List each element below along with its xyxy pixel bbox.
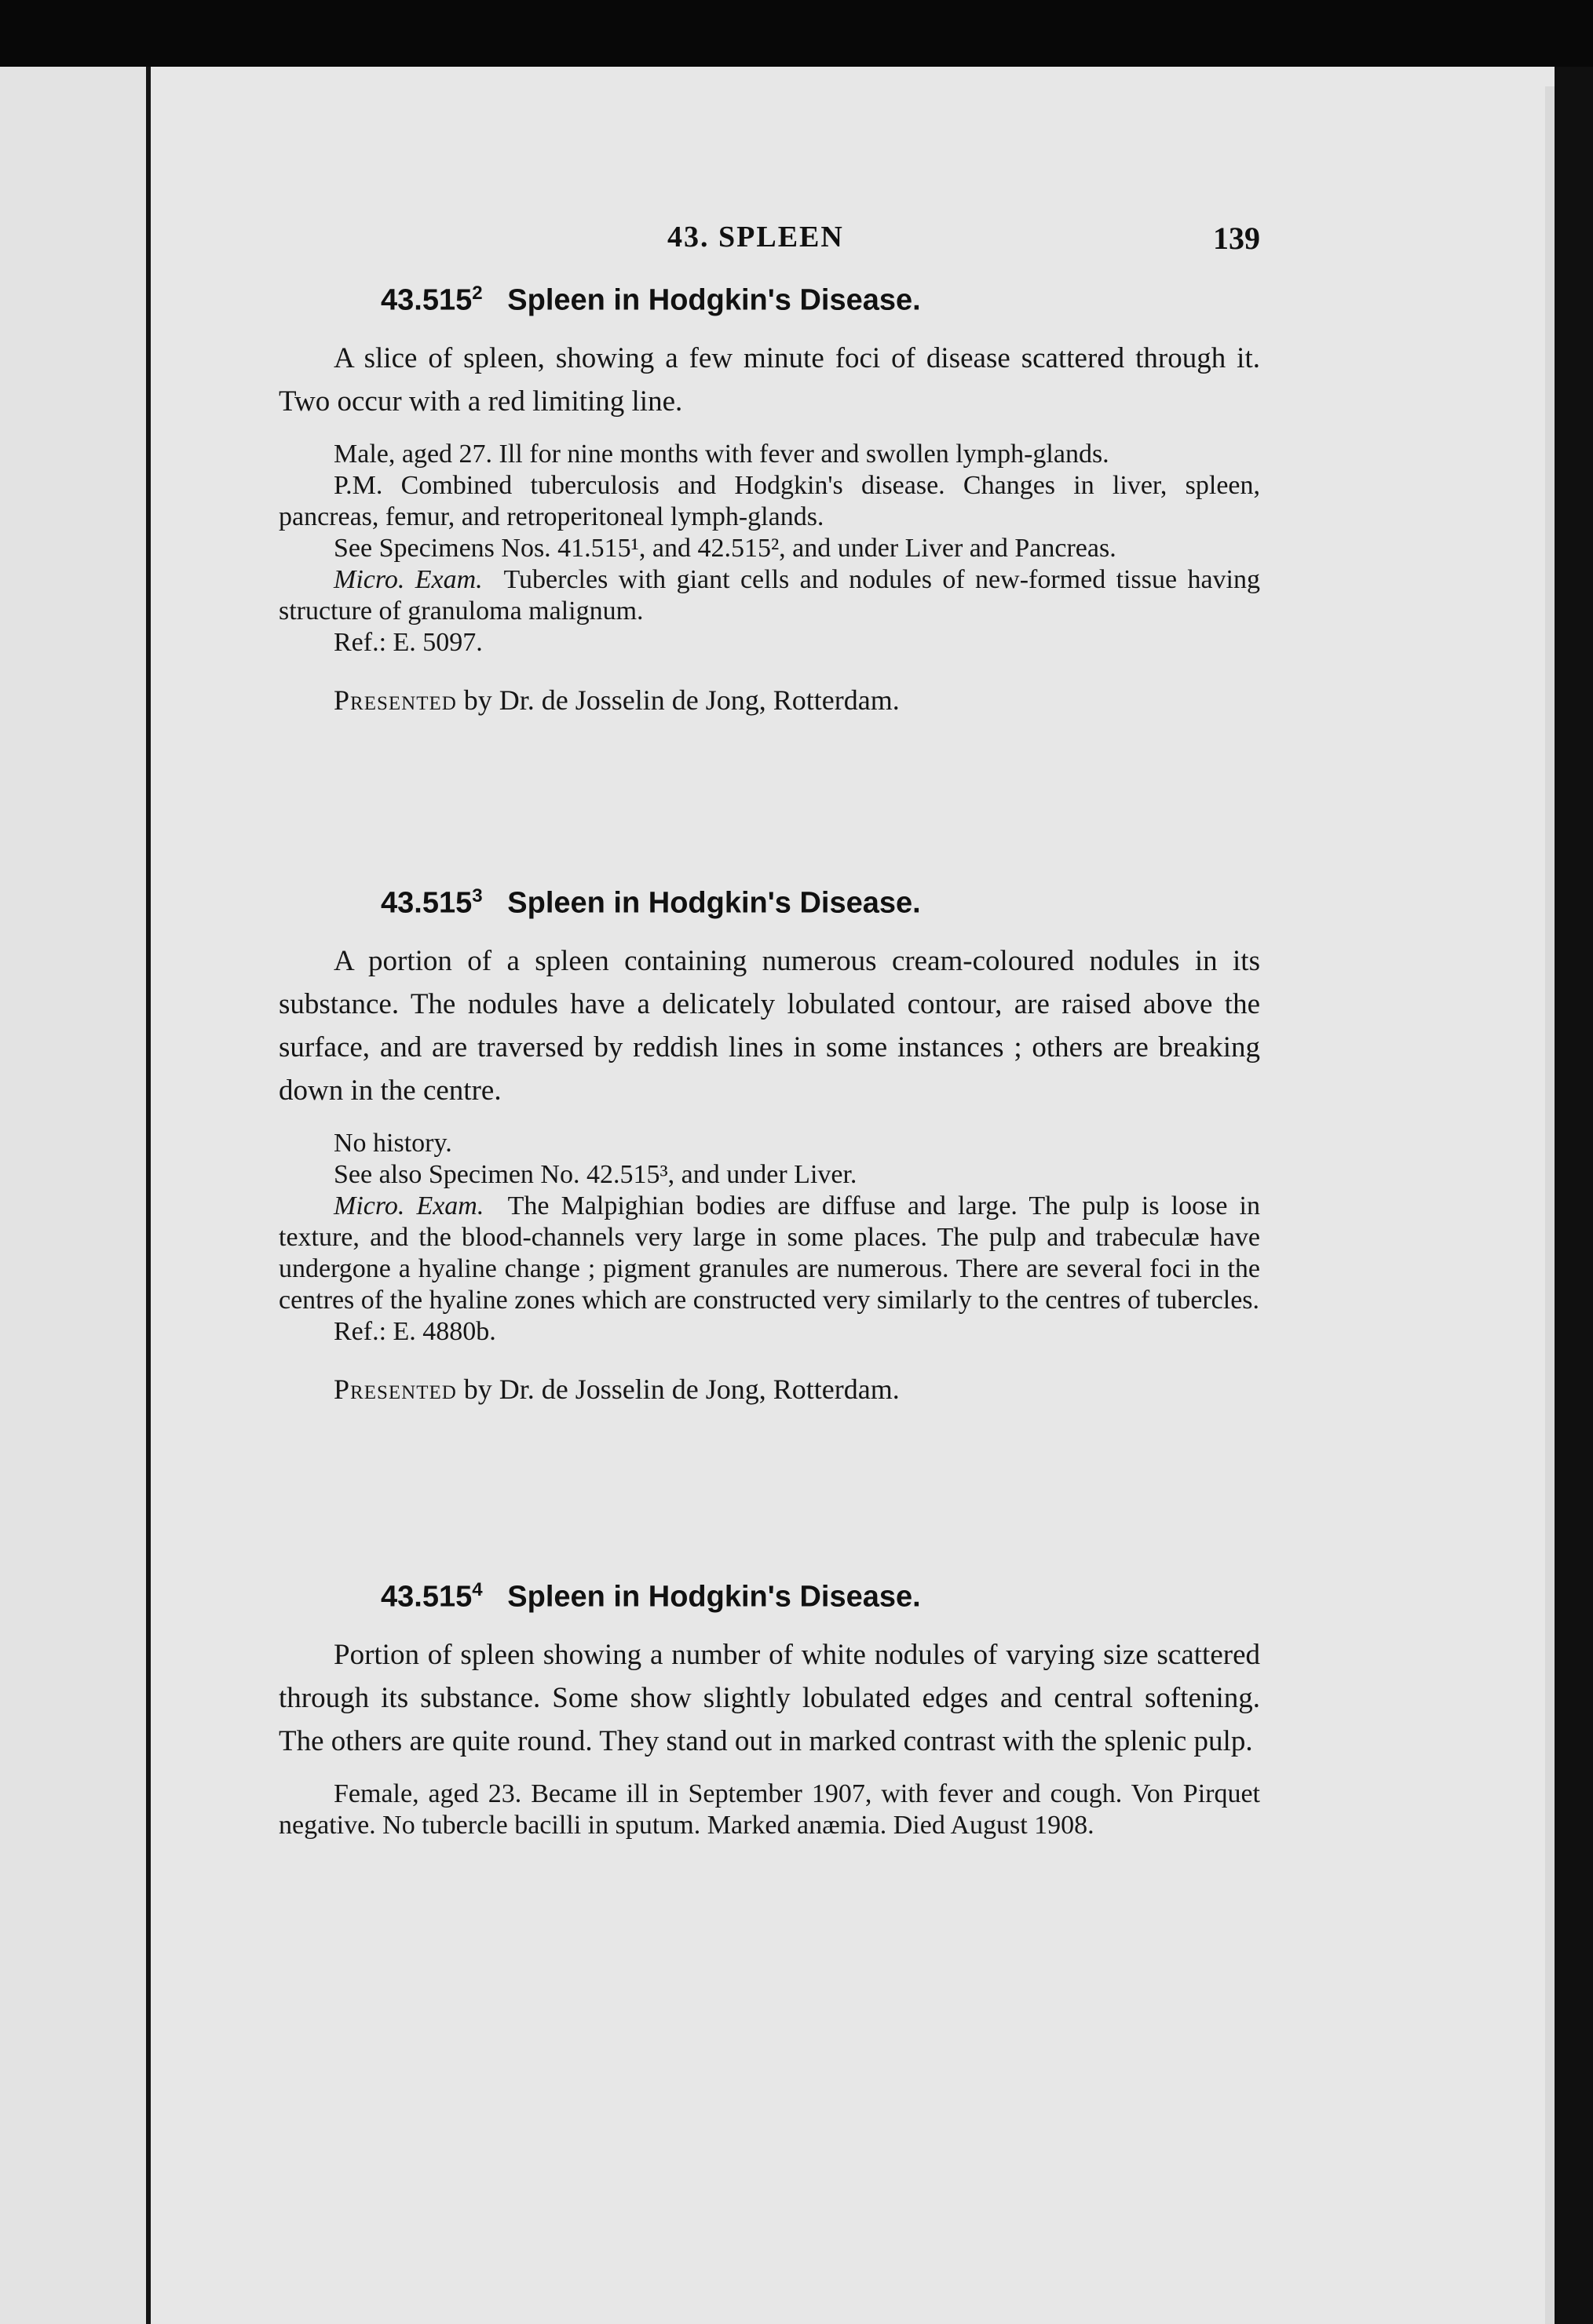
micro-exam-label: Micro. Exam.: [334, 564, 483, 594]
specimen-description: A portion of a spleen containing numerous cream-coloured nodules in its substance. The nodules have a delicately lobulated contour, are raised above the surface, and are traversed by reddish lines in some instances ; others are breaking down in the centre.: [279, 944, 1260, 1107]
specimen-superscript: 3: [472, 885, 483, 907]
specimen-title: Spleen in Hodgkin's Disease.: [507, 886, 921, 920]
running-head: 43. SPLEEN: [667, 221, 844, 254]
clinical-note: P.M. Combined tuberculosis and Hodgkin's disease. Changes in liver, spleen, pancreas, femur, and retroperitoneal lymph-glands.: [279, 470, 1260, 531]
clinical-note: Male, aged 27. Ill for nine months with fever and swollen lymph-glands.: [334, 439, 1109, 469]
presented-text: by Dr. de Josselin de Jong, Rotterdam.: [463, 1373, 900, 1405]
presented-line: [279, 1371, 1260, 1407]
binding-rule: [146, 67, 151, 2324]
entry-title: [279, 1579, 1260, 1614]
specimen-entry: [279, 885, 1260, 1407]
specimen-title: Spleen in Hodgkin's Disease.: [507, 1580, 921, 1614]
clinical-note: See Specimens Nos. 41.515¹, and 42.515², and under Liver and Pancreas.: [334, 533, 1116, 563]
entry-title: [279, 885, 1260, 921]
entry-title: [279, 283, 1260, 318]
page-edge-strip: [1545, 86, 1555, 2324]
clinical-note: Female, aged 23. Became ill in September 1907, with fever and cough. Von Pirquet negative. No tubercle bacilli in sputum. Marked anæmia. Died August 1908.: [279, 1779, 1260, 1840]
specimen-superscript: 4: [472, 1579, 483, 1600]
specimen-title: Spleen in Hodgkin's Disease.: [507, 283, 921, 317]
presented-label: Presented: [334, 1373, 457, 1405]
scan-top-border: [0, 0, 1593, 67]
presented-text: by Dr. de Josselin de Jong, Rotterdam.: [463, 684, 900, 716]
specimen-entry: [279, 1579, 1260, 1841]
presented-label: Presented: [334, 684, 457, 716]
specimen-superscript: 2: [472, 283, 483, 304]
reference: Ref.: E. 5097.: [334, 627, 483, 657]
micro-exam: [279, 564, 1260, 627]
micro-exam-text: Tubercles with giant cells and nodules of new-formed tissue having structure of granuloma malignum.: [279, 564, 1260, 626]
clinical-note: See also Specimen No. 42.515³, and under Liver.: [334, 1159, 857, 1189]
page-number: 139: [1213, 221, 1260, 256]
clinical-note: No history.: [334, 1128, 452, 1158]
specimen-entry: [279, 283, 1260, 718]
specimen-description: Portion of spleen showing a number of white nodules of varying size scattered through its substance. Some show slightly lobulated edges and central softening. The others are quite round. They stand out in marked contrast with the splenic pulp.: [279, 1638, 1260, 1757]
page-header: [0, 220, 1593, 267]
scan-right-border: [1555, 67, 1593, 2324]
specimen-number: 43.515: [381, 886, 473, 920]
specimen-number: 43.515: [381, 1580, 473, 1614]
presented-line: [279, 682, 1260, 718]
specimen-number: 43.515: [381, 283, 473, 317]
micro-exam-label: Micro. Exam.: [334, 1191, 484, 1220]
micro-exam: [279, 1191, 1260, 1316]
specimen-description: A slice of spleen, showing a few minute foci of disease scattered through it. Two occur with a red limiting line.: [279, 341, 1260, 418]
reference: Ref.: E. 4880b.: [334, 1316, 496, 1346]
micro-exam-text: The Malpighian bodies are diffuse and large. The pulp is loose in texture, and the blood-channels very large in some places. The pulp and trabeculæ have undergone a hyaline change ; pigment granules are numerous. There are several foci in the centres of the hyaline zones which are constructed very similarly to the centres of tubercles.: [279, 1191, 1261, 1315]
scan-left-margin: [0, 67, 149, 2324]
